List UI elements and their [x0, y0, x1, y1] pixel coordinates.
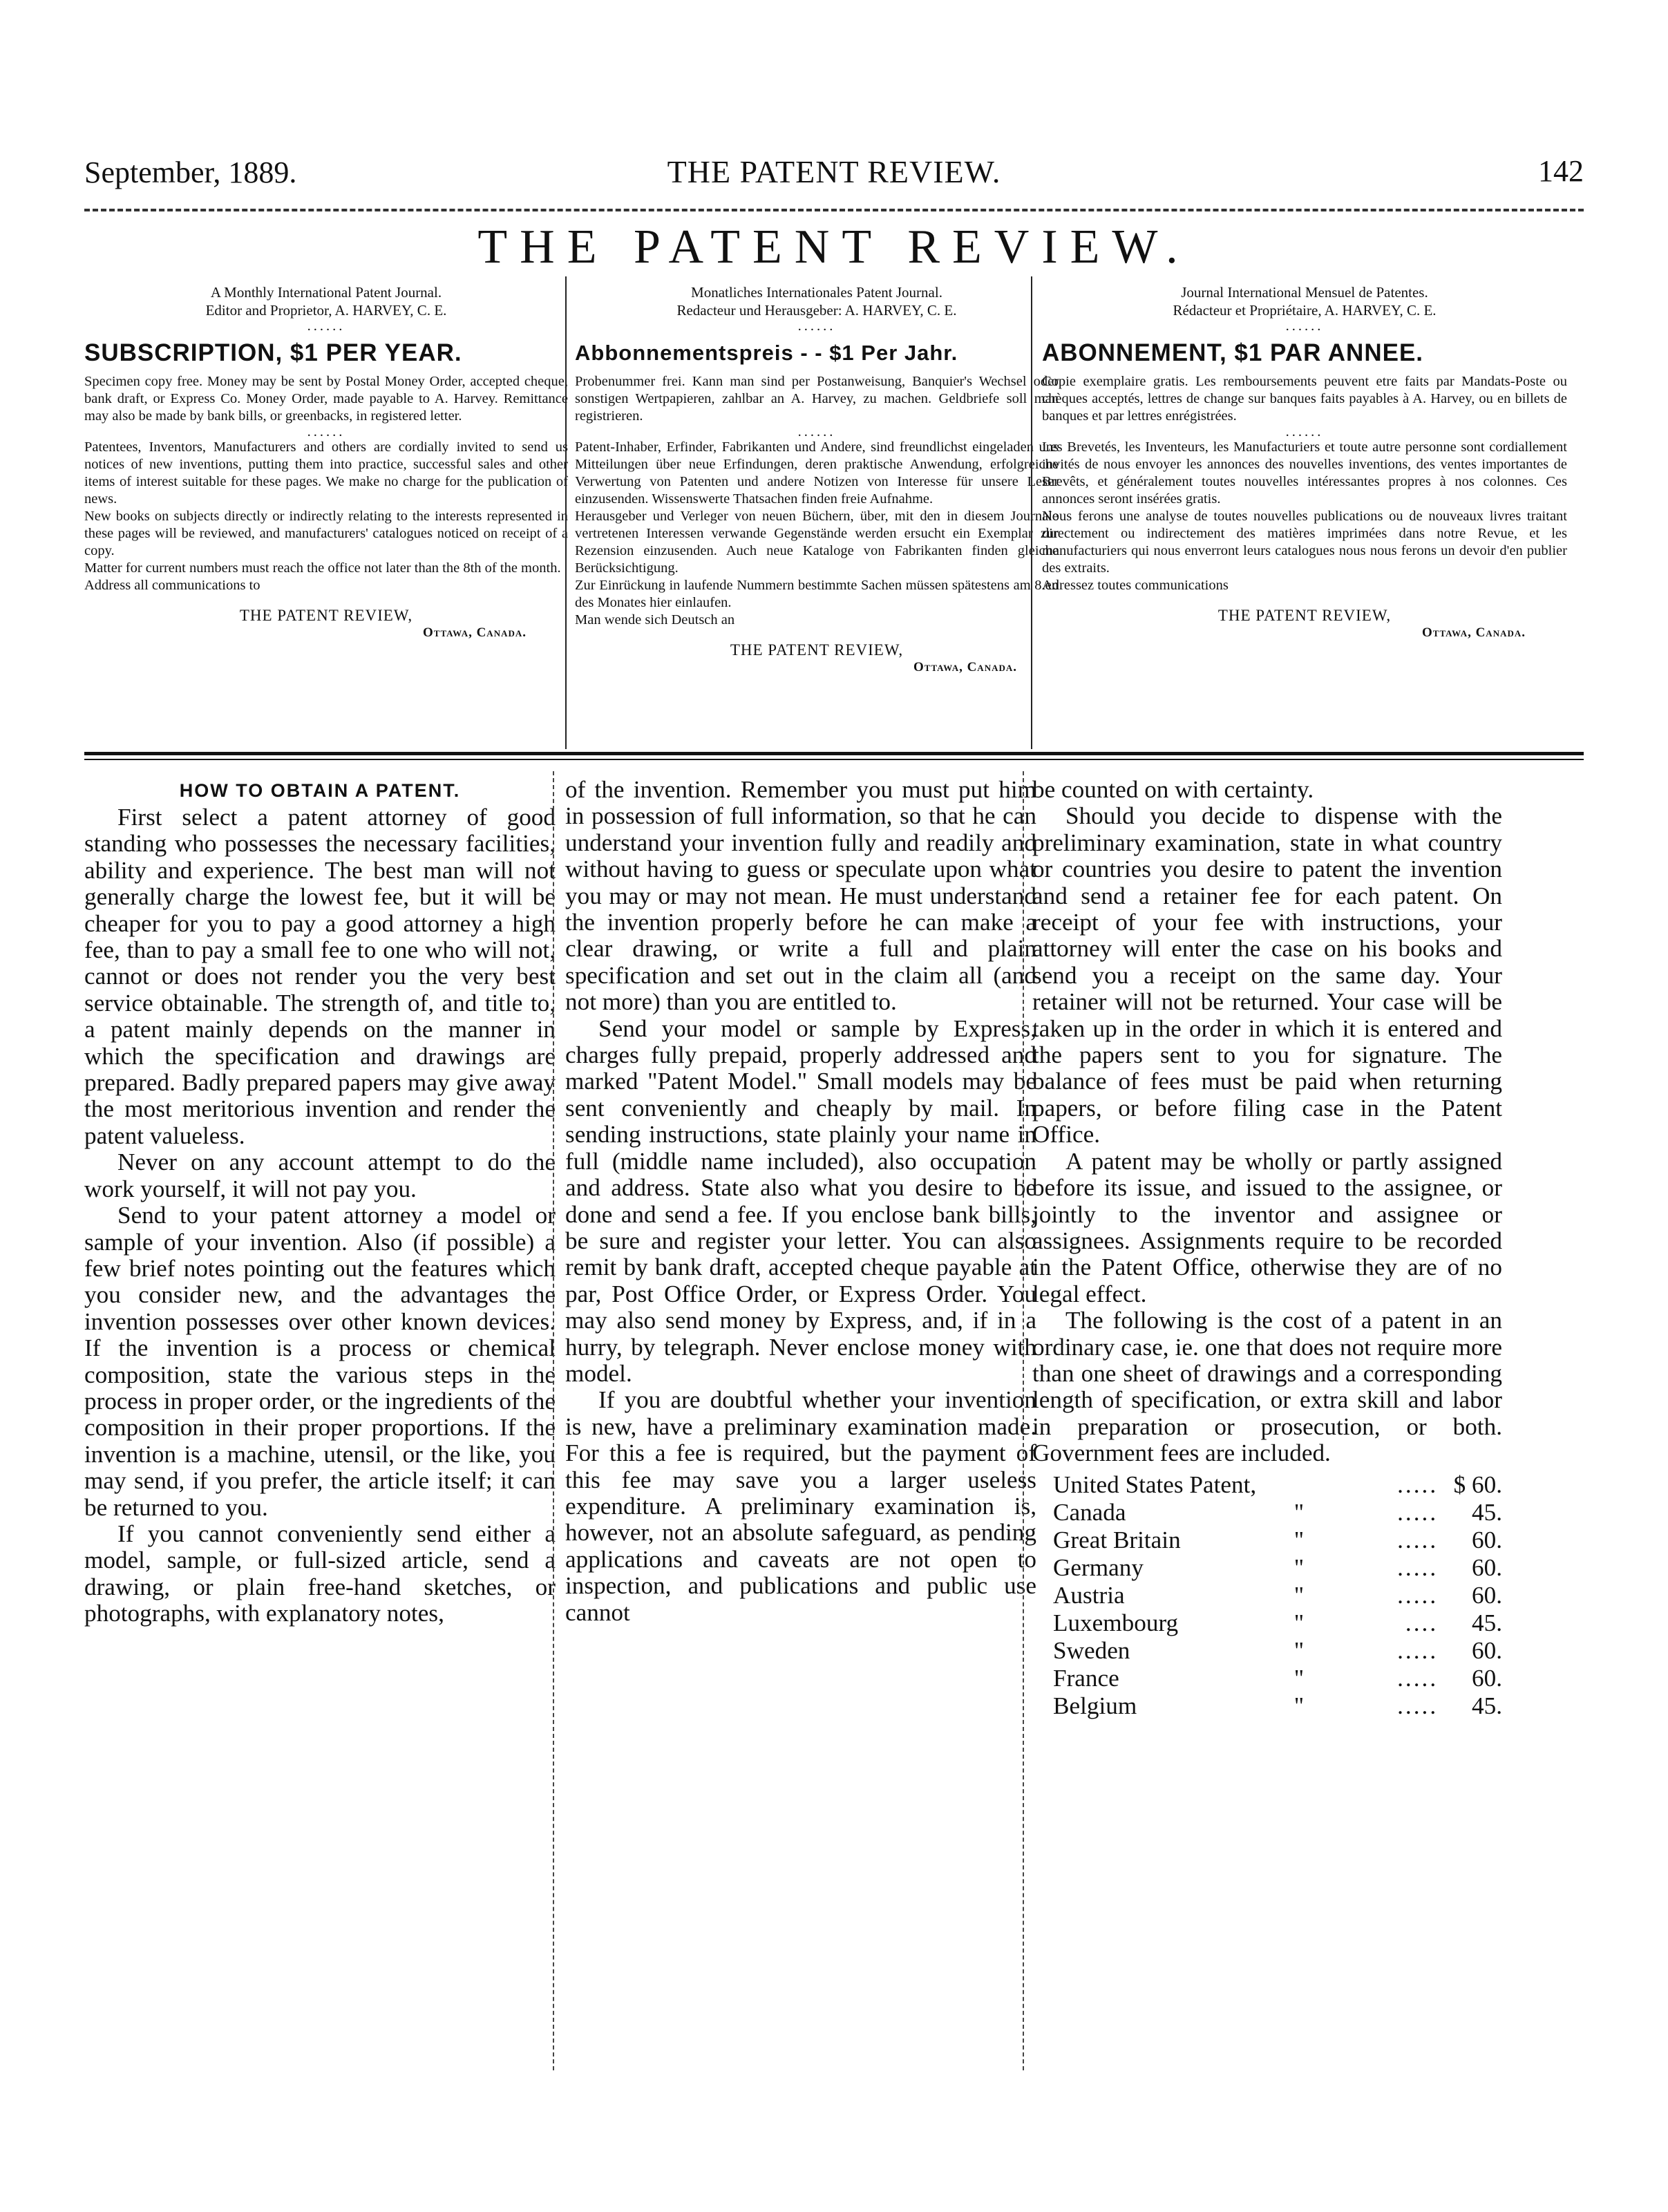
english-deadline-notice: Matter for current numbers must reach the office not later than the 8th of the month.	[84, 560, 561, 576]
cost-leader: .....	[1397, 1526, 1439, 1553]
english-journal-line: A Monthly International Patent Journal.	[210, 284, 442, 301]
article-paragraph: of the invention. Remember you must put him in possession of full information, so that he can understand your invention fully and readily and without having to guess or speculate upon what you may or may not mean. He must understand the invention properly before he can make a clear drawing, or write a full and plain specification and set out in the claim all (and not more) than you are entitled to.	[565, 776, 1036, 1016]
cost-row	[1053, 1692, 1502, 1720]
cost-leader: .....	[1397, 1581, 1439, 1609]
cost-row	[1053, 1582, 1502, 1609]
cost-leader: .....	[1397, 1692, 1439, 1719]
english-payment-notice: Specimen copy free. Money may be sent by Postal Money Order, accepted cheque, bank draft, or Express Co. Money Order, made payable to A. Harvey. Remittance may also be made by bank bills, or greenbacks, in registered letter.	[84, 374, 568, 424]
running-header-date: September, 1889.	[84, 155, 297, 189]
cost-leader: .....	[1397, 1471, 1439, 1498]
article-paragraph: Send to your patent attorney a model or sample of your invention. Also (if possible) a few brief notes pointing out the features which you consider new, and the advantages the invention possesses over other known devices. If the invention is a process or chemical composition, state the various steps in the process in proper order, or the ingredients of the composition in their proper proportions. If the invention is a machine, utensil, or the like, you may send, if you prefer, the article itself; it can be returned to you.	[84, 1202, 556, 1521]
cost-fee: $ 60.	[1453, 1471, 1502, 1498]
cost-row	[1053, 1554, 1502, 1582]
dots-divider: ......	[797, 319, 836, 334]
french-signature-place: Ottawa, Canada.	[1422, 625, 1526, 640]
french-subscription-price: ABONNEMENT, $1 PAR ANNEE.	[1042, 339, 1424, 366]
english-editor-line: Editor and Proprietor, A. HARVEY, C. E.	[205, 302, 447, 319]
english-signature-name: THE PATENT REVIEW,	[239, 607, 413, 624]
article-column-3	[1032, 777, 1502, 1720]
english-books-notice: New books on subjects directly or indirectly relating to the interests represented in these pages will be reviewed, and manufacturers' catalogues noticed on receipt of a copy.	[84, 509, 568, 558]
french-info-column	[1042, 283, 1567, 641]
article-paragraph: Never on any account attempt to do the work yourself, it will not pay you.	[84, 1148, 556, 1202]
cost-row	[1053, 1637, 1502, 1665]
german-editor-line: Redacteur und Herausgeber: A. HARVEY, C. E.	[676, 302, 957, 319]
english-signature-place: Ottawa, Canada.	[423, 625, 527, 640]
cost-row	[1053, 1471, 1502, 1499]
header-divider	[84, 209, 1584, 211]
dots-divider: ......	[307, 424, 345, 439]
column-divider	[1031, 276, 1032, 749]
cost-fee: 60.	[1472, 1581, 1502, 1609]
french-invitation-notice: Les Brevetés, les Inventeurs, les Manufacturiers et toute autre personne sont cordiallement invités de nous envoyer les annonces des nouvelles inventions, des ventes importantes de Brevêts, et généralement toutes nouvelles intéressantes propres à nos colonnes. Ces annonces seront insérées gratis.	[1042, 439, 1567, 507]
french-editor-line: Rédacteur et Propriétaire, A. HARVEY, C. E.	[1173, 302, 1437, 319]
article-paragraph: be counted on with certainty.	[1032, 776, 1314, 803]
article-paragraph: First select a patent attorney of good standing who possesses the necessary facilities, ability and experience. The best man will not generally charge the lowest fee, but it will be cheaper for you to pay a good attorney a high fee, than to pay a small fee to one who will not, cannot or does not render you the very best service obtainable. The strength of, and title to, a patent mainly depends on the manner in which the specification and drawings are prepared. Badly prepared papers may give away the most meritorious invention and render the patent valueless.	[84, 804, 556, 1149]
dots-divider: ......	[1285, 319, 1324, 334]
cost-leader: .....	[1397, 1664, 1439, 1692]
cost-country: France	[1053, 1664, 1119, 1692]
cost-ditto: "	[1293, 1581, 1305, 1609]
cost-fee: 60.	[1472, 1526, 1502, 1553]
cost-fee: 45.	[1472, 1609, 1502, 1636]
cost-ditto: "	[1293, 1636, 1305, 1664]
german-books-notice: Herausgeber und Verleger von neuen Büchern, über, mit den in diesem Journale vertretenen Interessen verwande Gegenstände werden ersucht ein Exemplar zur Rezension einzusenden. Auch neue Kataloge von Fabrikanten finden gleiche Berücksichtigung.	[575, 509, 1059, 576]
cost-ditto: "	[1293, 1526, 1305, 1553]
german-payment-notice: Probenummer frei. Kann man sind per Postanweisung, Banquier's Wechsel oder sonstigen Wertpapieren, zahlbar an A. Harvey, zu machen. Geldbriefe soll man registrieren.	[575, 374, 1059, 424]
german-signature-name: THE PATENT REVIEW,	[730, 641, 904, 659]
article-paragraph: A patent may be wholly or partly assigned before its issue, and issued to the assignee, or jointly to the inventor and assignee or assignees. Assignments require to be recorded in the Patent Office, otherwise they are of no legal effect.	[1032, 1147, 1502, 1307]
article-paragraph: If you cannot conveniently send either a model, sample, or full-sized article, send a drawing, or plain free-hand sketches, or photographs, with explanatory notes,	[84, 1520, 556, 1627]
french-journal-line: Journal International Mensuel de Patentes.	[1181, 284, 1428, 301]
article-paragraph: Should you decide to dispense with the preliminary examination, state in what country or countries you desire to patent the invention and send a retainer fee for each patent. On receipt of your fee with instructions, your attorney will enter the case on his books and send you a receipt on the same day. Your retainer will not be returned. Your case will be taken up in the order in which it is entered and the papers sent to you for signature. The balance of fees must be paid when returning papers, or before filing case in the Patent Office.	[1032, 802, 1502, 1148]
cost-ditto: "	[1293, 1553, 1305, 1581]
german-signature-place: Ottawa, Canada.	[913, 660, 1017, 674]
cost-country: United States Patent,	[1053, 1471, 1257, 1498]
cost-ditto: "	[1293, 1498, 1305, 1526]
german-address-notice: Man wende sich Deutsch an	[575, 612, 735, 627]
cost-country: Great Britain	[1053, 1526, 1181, 1553]
cost-leader: .....	[1397, 1498, 1439, 1526]
english-info-column	[84, 283, 568, 641]
article-column-1	[84, 777, 556, 1627]
cost-country: Luxembourg	[1053, 1609, 1179, 1636]
cost-fee: 60.	[1472, 1636, 1502, 1664]
german-invitation-notice: Patent-Inhaber, Erfinder, Fabrikanten und Andere, sind freundlichst eingeladen uns Mitteilungen über neue Erfindungen, deren praktische Anwendung, erfolgreiche Verwertung von Patenten und andere Notizen von Interesse für unsere Leser einzusenden. Wissenswerte Thatsachen finden freie Aufnahme.	[575, 439, 1059, 507]
cost-country: Belgium	[1053, 1692, 1137, 1719]
cost-row	[1053, 1499, 1502, 1526]
french-signature-name: THE PATENT REVIEW,	[1217, 607, 1392, 624]
cost-country: Austria	[1053, 1581, 1125, 1609]
cost-ditto: "	[1293, 1664, 1305, 1692]
cost-row	[1053, 1526, 1502, 1554]
cost-leader: .....	[1397, 1636, 1439, 1664]
french-address-notice: Adressez toutes communications	[1042, 578, 1229, 593]
english-invitation-notice: Patentees, Inventors, Manufacturers and others are cordially invited to send us notices of new inventions, putting them into practice, successful sales and other items of interest suitable for these pages. We make no charge for the publication of news.	[84, 439, 568, 507]
cost-ditto	[1267, 1471, 1331, 1499]
dots-divider: ......	[797, 424, 836, 439]
article-column-2	[565, 777, 1036, 1626]
cost-ditto: "	[1293, 1609, 1305, 1636]
cost-fee: 60.	[1472, 1664, 1502, 1692]
page-number: 142	[1538, 154, 1584, 188]
dots-divider: ......	[307, 319, 345, 334]
cost-fee: 45.	[1472, 1498, 1502, 1526]
cost-leader: .....	[1397, 1553, 1439, 1581]
article-heading: HOW TO OBTAIN A PATENT.	[179, 780, 461, 801]
column-divider	[553, 771, 554, 2070]
cost-leader: ....	[1405, 1609, 1439, 1636]
article-paragraph: If you are doubtful whether your invention is new, have a preliminary examination made. For this a fee is required, but the payment of this fee may save you a larger useless expenditure. A preliminary examination is, however, not an absolute safeguard, as pending applications and caveats are not open to inspection, and publications and public use cannot	[565, 1386, 1036, 1626]
dots-divider: ......	[1285, 424, 1324, 439]
column-divider	[1023, 771, 1024, 2070]
running-header-title: THE PATENT REVIEW.	[667, 154, 1001, 189]
german-journal-line: Monatliches Internationales Patent Journal.	[691, 284, 942, 301]
cost-fee: 45.	[1472, 1692, 1502, 1719]
patent-cost-table	[1053, 1471, 1502, 1720]
cost-row	[1053, 1665, 1502, 1692]
article-paragraph: Send your model or sample by Express, charges fully prepaid, properly addressed and marked "Patent Model." Small models may be sent conveniently and cheaply by mail. In sending instructions, state plainly your name in full (middle name included), also occupation and address. State also what you desire to be done and send a fee. If you enclose bank bills, be sure and register your letter. You can also remit by bank draft, accepted cheque payable at par, Post Office Order, or Express Order. You may also send money by Express, and, if in a hurry, by telegraph. Never enclose money with model.	[565, 1014, 1036, 1387]
section-rule	[84, 759, 1584, 760]
column-divider	[565, 276, 567, 749]
english-subscription-price: SUBSCRIPTION, $1 PER YEAR.	[84, 339, 462, 366]
cost-country: Sweden	[1053, 1636, 1130, 1664]
german-info-column	[575, 283, 1059, 676]
french-payment-notice: Copie exemplaire gratis. Les remboursements peuvent etre faits par Mandats-Poste ou chèques acceptés, lettres de change sur banques faits payables à A. Harvey, ou en billets de banques et par lettres enrégistrées.	[1042, 374, 1567, 424]
cost-country: Canada	[1053, 1498, 1126, 1526]
german-subscription-price: Abbonnementspreis - - $1 Per Jahr.	[575, 341, 958, 365]
german-deadline-notice: Zur Einrückung in laufende Nummern bestimmte Sachen müssen spätestens am 8.en des Monates hier einlaufen.	[575, 578, 1059, 610]
cost-country: Germany	[1053, 1553, 1144, 1581]
section-rule	[84, 752, 1584, 755]
english-address-notice: Address all communications to	[84, 578, 260, 593]
cost-ditto: "	[1293, 1692, 1305, 1719]
cost-row	[1053, 1609, 1502, 1637]
article-paragraph: The following is the cost of a patent in an ordinary case, ie. one that does not require more than one sheet of drawings and a corresponding length of specification, or extra skill and labor in preparation or prosecution, or both. Government fees are included.	[1032, 1307, 1502, 1467]
masthead-title: THE PATENT REVIEW.	[477, 220, 1191, 274]
french-books-notice: Nous ferons une analyse de toutes nouvelles publications ou de nouveaux livres traitant directement ou indirectement des matières imprimées dans notre Revue, et les manufacturiers qui nous enverront leurs catalogues nous nous ferons un devoir d'en publier des extraits.	[1042, 509, 1567, 576]
cost-fee: 60.	[1472, 1553, 1502, 1581]
